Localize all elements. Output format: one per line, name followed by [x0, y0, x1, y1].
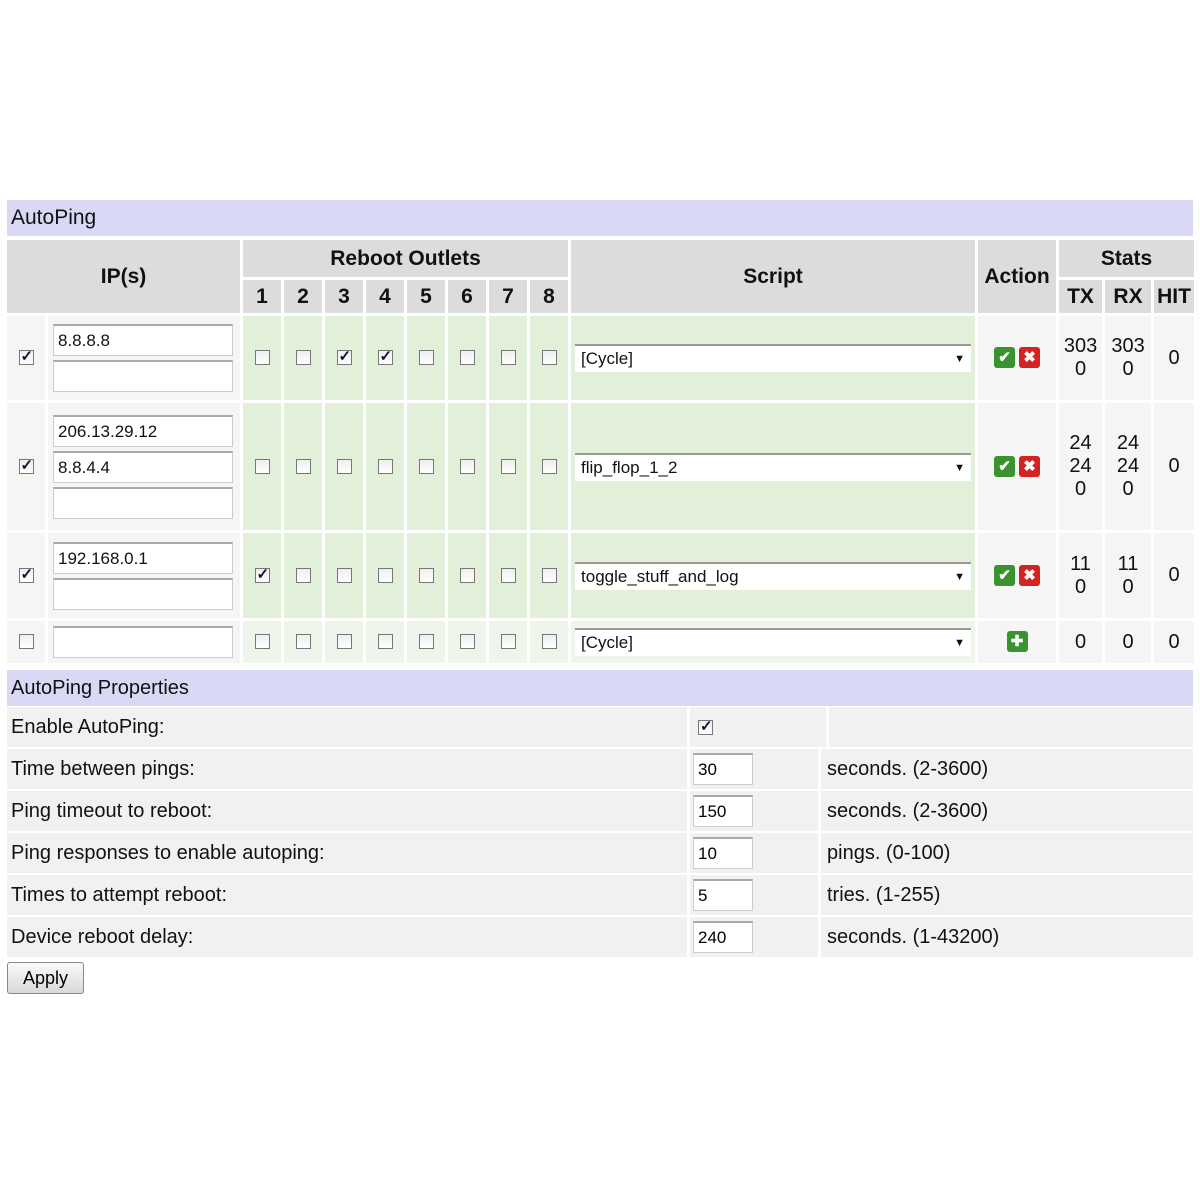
property-label: Times to attempt reboot:	[11, 883, 228, 906]
header-outlet-8: 8	[530, 280, 568, 313]
stat-tx-value: 11	[1070, 552, 1091, 575]
save-check-icon[interactable]: ✔	[994, 456, 1015, 477]
property-row-enable	[7, 707, 1193, 747]
outlet-6-checkbox[interactable]	[460, 634, 475, 649]
ip-input[interactable]: 8.8.8.8	[53, 324, 233, 356]
header-stats: Stats	[1059, 240, 1194, 277]
script-select-value: flip_flop_1_2	[581, 457, 678, 477]
property-row	[7, 917, 1193, 957]
enable-autoping-label: Enable AutoPing:	[11, 715, 165, 738]
script-select-value: [Cycle]	[581, 633, 633, 652]
properties-section-title: AutoPing Properties	[7, 670, 1193, 706]
stat-hit-value: 0	[1154, 621, 1194, 663]
outlet-5-checkbox[interactable]	[419, 459, 434, 474]
save-check-icon[interactable]: ✔	[994, 347, 1015, 368]
property-input[interactable]	[693, 921, 753, 953]
header-script: Script	[571, 240, 975, 313]
header-outlet-3: 3	[325, 280, 363, 313]
property-unit: seconds. (1-43200)	[827, 925, 1000, 948]
header-action: Action	[978, 240, 1056, 313]
row-enable-checkbox[interactable]	[19, 350, 34, 365]
script-select[interactable]	[575, 562, 971, 590]
row-enable-checkbox[interactable]	[19, 568, 34, 583]
property-label: Time between pings:	[11, 757, 195, 780]
properties-form	[7, 707, 1193, 959]
header-tx: TX	[1059, 280, 1102, 313]
property-label: Device reboot delay:	[11, 925, 194, 948]
property-row	[7, 749, 1193, 789]
stat-tx-value: 24	[1069, 432, 1092, 454]
row-enable-checkbox[interactable]	[19, 634, 34, 649]
outlet-8-checkbox[interactable]	[542, 350, 557, 365]
outlet-3-checkbox[interactable]	[337, 568, 352, 583]
outlet-1-checkbox[interactable]	[255, 634, 270, 649]
add-plus-icon[interactable]: ✚	[1007, 631, 1028, 652]
property-input[interactable]	[693, 879, 753, 911]
stat-tx-value: 24	[1069, 455, 1092, 477]
stat-tx-value: 303	[1063, 335, 1098, 357]
chevron-down-icon: ▼	[954, 570, 966, 583]
stat-rx-value: 0	[1122, 478, 1134, 500]
autoping-row	[7, 533, 1194, 618]
outlet-6-checkbox[interactable]	[460, 350, 475, 365]
property-label: Ping timeout to reboot:	[11, 799, 213, 822]
stat-hit-value: 0	[1154, 533, 1194, 618]
header-outlet-4: 4	[366, 280, 404, 313]
autoping-row	[7, 403, 1194, 530]
script-select-value: toggle_stuff_and_log	[581, 566, 739, 586]
header-ips: IP(s)	[7, 240, 240, 313]
property-input[interactable]	[693, 837, 753, 869]
outlet-3-checkbox[interactable]	[337, 459, 352, 474]
stat-rx-value: 0	[1122, 575, 1134, 598]
outlet-8-checkbox[interactable]	[542, 568, 557, 583]
outlet-1-checkbox[interactable]	[255, 568, 270, 583]
ip-input[interactable]	[53, 578, 233, 610]
outlet-4-checkbox[interactable]	[378, 459, 393, 474]
property-unit: seconds. (2-3600)	[827, 799, 989, 822]
outlet-5-checkbox[interactable]	[419, 350, 434, 365]
delete-x-icon[interactable]: ✖	[1019, 565, 1040, 586]
property-unit: tries. (1-255)	[827, 883, 941, 906]
outlet-1-checkbox[interactable]	[255, 459, 270, 474]
property-row	[7, 791, 1193, 831]
stat-hit-value: 0	[1154, 403, 1194, 530]
outlet-3-checkbox[interactable]	[337, 634, 352, 649]
ip-input[interactable]: 192.168.0.1	[53, 542, 233, 574]
delete-x-icon[interactable]: ✖	[1019, 456, 1040, 477]
outlet-7-checkbox[interactable]	[501, 568, 516, 583]
stat-tx-value: 0	[1074, 575, 1087, 598]
outlet-2-checkbox[interactable]	[296, 350, 311, 365]
outlet-7-checkbox[interactable]	[501, 634, 516, 649]
autoping-row	[7, 621, 1194, 663]
stat-tx-value: 0	[1074, 478, 1087, 500]
chevron-down-icon: ▼	[954, 461, 966, 474]
outlet-8-checkbox[interactable]	[542, 459, 557, 474]
autoping-section-title: AutoPing	[7, 200, 1193, 236]
outlet-2-checkbox[interactable]	[296, 634, 311, 649]
apply-button[interactable]: Apply	[7, 962, 84, 994]
property-input[interactable]	[693, 753, 753, 785]
outlet-5-checkbox[interactable]	[419, 634, 434, 649]
outlet-4-checkbox[interactable]	[378, 568, 393, 583]
ip-input[interactable]: 8.8.4.4	[53, 451, 233, 483]
header-rx: RX	[1105, 280, 1151, 313]
ip-input[interactable]	[53, 626, 233, 658]
outlet-2-checkbox[interactable]	[296, 459, 311, 474]
outlet-5-checkbox[interactable]	[419, 568, 434, 583]
property-unit: seconds. (2-3600)	[827, 757, 989, 780]
stat-rx-value: 11	[1117, 552, 1139, 575]
enable-autoping-checkbox[interactable]	[698, 720, 713, 735]
header-outlet-2: 2	[284, 280, 322, 313]
outlet-6-checkbox[interactable]	[460, 568, 475, 583]
script-select[interactable]	[575, 628, 971, 656]
stat-rx-value: 0	[1122, 358, 1134, 380]
header-outlet-5: 5	[407, 280, 445, 313]
header-outlet-6: 6	[448, 280, 486, 313]
outlet-6-checkbox[interactable]	[460, 459, 475, 474]
outlet-4-checkbox[interactable]	[378, 350, 393, 365]
outlet-7-checkbox[interactable]	[501, 459, 516, 474]
property-unit: pings. (0-100)	[827, 841, 951, 864]
outlet-1-checkbox[interactable]	[255, 350, 270, 365]
stat-rx-value: 0	[1122, 630, 1134, 653]
outlet-8-checkbox[interactable]	[542, 634, 557, 649]
stat-rx-value: 303	[1111, 335, 1145, 357]
property-row	[7, 875, 1193, 915]
chevron-down-icon: ▼	[954, 637, 966, 649]
header-hit: HIT	[1154, 280, 1194, 313]
autoping-table	[4, 237, 1197, 666]
property-row	[7, 833, 1193, 873]
property-label: Ping responses to enable autoping:	[11, 841, 325, 864]
outlet-3-checkbox[interactable]	[337, 350, 352, 365]
chevron-down-icon: ▼	[954, 353, 966, 365]
ip-input[interactable]	[53, 487, 233, 519]
script-select[interactable]	[575, 453, 971, 481]
property-input[interactable]	[693, 795, 753, 827]
save-check-icon[interactable]: ✔	[994, 565, 1015, 586]
script-select[interactable]	[575, 344, 971, 372]
header-outlet-7: 7	[489, 280, 527, 313]
stat-tx-value: 0	[1074, 630, 1087, 653]
ip-input[interactable]: 206.13.29.12	[53, 415, 233, 447]
script-select-value: [Cycle]	[581, 349, 633, 368]
header-reboot-outlets: Reboot Outlets	[243, 240, 568, 277]
row-enable-checkbox[interactable]	[19, 459, 34, 474]
ip-input[interactable]	[53, 360, 233, 392]
autoping-row	[7, 316, 1194, 400]
stat-rx-value: 24	[1116, 432, 1140, 454]
header-outlet-1: 1	[243, 280, 281, 313]
delete-x-icon[interactable]: ✖	[1019, 347, 1040, 368]
stat-rx-value: 24	[1116, 455, 1140, 477]
outlet-7-checkbox[interactable]	[501, 350, 516, 365]
outlet-4-checkbox[interactable]	[378, 634, 393, 649]
stat-hit-value: 0	[1154, 316, 1194, 400]
stat-tx-value: 0	[1074, 358, 1087, 380]
outlet-2-checkbox[interactable]	[296, 568, 311, 583]
